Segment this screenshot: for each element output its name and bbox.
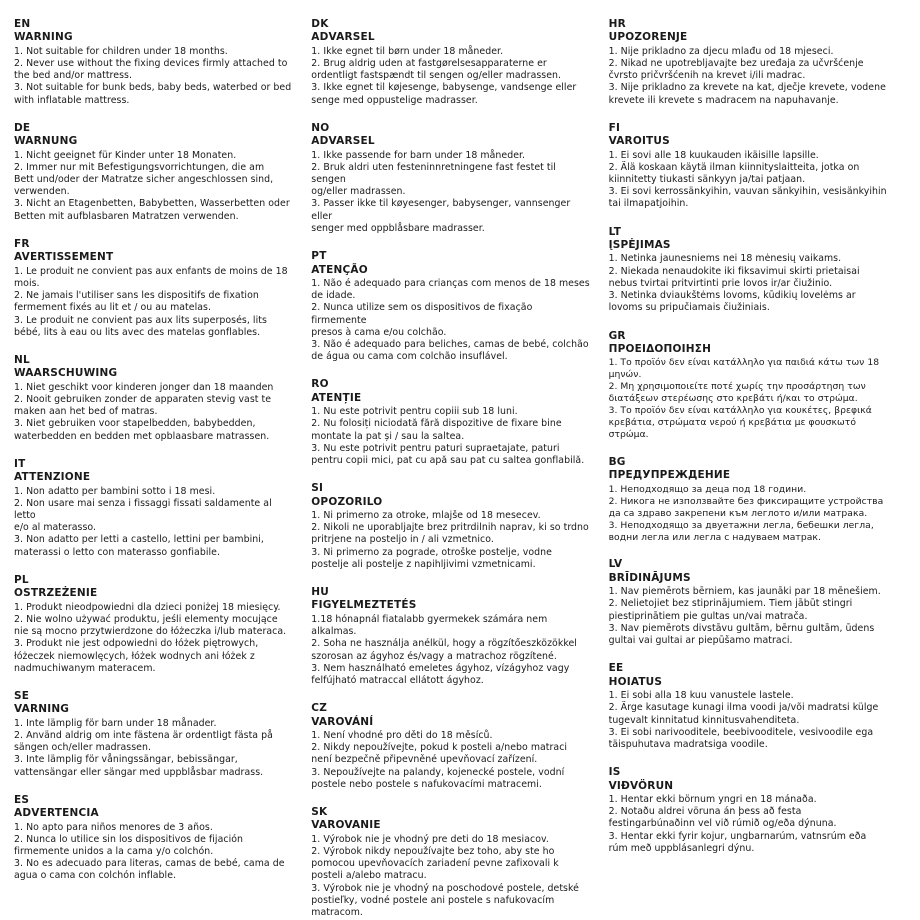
warning-text xyxy=(14,150,293,223)
warning-text xyxy=(311,614,590,687)
warning-heading: ADVARSEL xyxy=(311,31,375,44)
warning-line: 2. Notaðu aldrei vöruna án þess að festa xyxy=(608,806,802,818)
language-block-ee xyxy=(609,662,888,751)
warning-line: 1. Nije prikladno za djecu mlađu od 18 mjeseci. xyxy=(608,45,834,57)
warning-line: verwenden. xyxy=(14,186,70,198)
warning-line: 2. Nunca utilize sem os dispositivos de fixação firmemente xyxy=(311,302,533,326)
warning-line: 3. Niet gebruiken voor stapelbedden, babybedden, xyxy=(14,418,256,430)
language-block-no xyxy=(311,122,590,235)
warning-line: Betten mit aufblasbaren Matratzen verwenden. xyxy=(14,210,239,222)
warning-line: fermement fixés au lit et / ou au matelas. xyxy=(14,302,212,314)
warning-line: 3. Passer ikke til køyesenger, babysenger, vannsenger eller xyxy=(311,198,571,222)
warning-heading: ATTENZIONE xyxy=(14,471,91,484)
warning-line: kiinnitetty tiukasti sänkyyn ja/tai patjaan. xyxy=(608,174,806,186)
warning-line: 2. Bruk aldri uten festeninnretningene fast festet til sengen xyxy=(311,161,556,186)
language-code: PL xyxy=(14,573,29,586)
warning-line: 1. Nicht geeignet für Kinder unter 18 Monaten. xyxy=(14,149,237,161)
warning-line: 2. Never use without the fixing devices firmly attached to xyxy=(14,57,288,69)
warning-line: 2. Nikoli ne uporabljajte brez pritrdilnih naprav, ki so trdno xyxy=(311,522,589,534)
warning-line: 2. Använd aldrig om inte fästena är ordentligt fästa på xyxy=(14,729,273,741)
warning-line: 1. Неподходящо за деца под 18 години. xyxy=(608,483,807,495)
language-block-fr xyxy=(14,238,293,339)
language-code: LT xyxy=(608,225,622,238)
language-block-gr xyxy=(609,330,888,441)
warning-line: rúm með uppblásanlegri dýnu. xyxy=(608,842,755,854)
language-code: ES xyxy=(14,793,30,806)
language-block-bg xyxy=(609,456,888,544)
warning-line: 1. Not suitable for children under 18 months. xyxy=(14,45,228,57)
warning-line: 3. Nije prikladno za krevete na kat, dječje krevete, vodene xyxy=(608,82,886,94)
warning-heading: ADVERTENCIA xyxy=(14,807,99,820)
warning-heading: HOIATUS xyxy=(608,675,663,688)
warning-line: festingarbúnaðinn vel við rúmið og/eða dýnuna. xyxy=(608,818,837,830)
warning-line: 3. Le produit ne convient pas aux lits superposés, lits xyxy=(14,314,267,326)
warning-line: 1. Není vhodné pro děti do 18 měsíců. xyxy=(311,729,493,741)
warning-line: gultai vai gultai ar piepūšamo matraci. xyxy=(608,635,793,647)
warning-line: Bett und/oder der Matratze sicher angeschlossen sind, xyxy=(14,174,274,186)
warning-line: 3. Nepoužívejte na palandy, kojenecké postele, vodní xyxy=(311,766,565,778)
warning-line: maken aan het bed of matras. xyxy=(14,406,158,418)
warning-text xyxy=(14,718,293,779)
warning-line: 2. Brug aldrig uden at fastgørelsesapparaterne er xyxy=(311,57,547,69)
warning-text xyxy=(609,357,888,441)
warning-heading: VAROITUS xyxy=(608,135,670,148)
warning-line: 3. Nu este potrivit pentru paturi supraetajate, paturi xyxy=(311,442,560,454)
warning-line: 1. Ikke egnet til børn under 18 måneder. xyxy=(311,45,504,57)
warning-line: postieľky, vodné postele ani postele s nafukovacím xyxy=(311,894,555,906)
warning-heading: VAROVANIE xyxy=(311,819,381,832)
warning-line: 1. Nu este potrivit pentru copiii sub 18 luni. xyxy=(311,406,518,418)
warning-heading: VAROVÁNÍ xyxy=(311,715,374,728)
warning-line: да са здраво закрепени към леглото и/или матрака. xyxy=(608,507,868,519)
warning-text xyxy=(609,46,888,107)
warning-line: 1. Niet geschikt voor kinderen jonger dan 18 maanden xyxy=(14,381,274,393)
warning-line: vattensängar eller sängar med uppblåsbar madrass. xyxy=(14,766,264,778)
warning-text xyxy=(609,794,888,855)
warning-line: postele nebo postele s nafukovacími matracemi. xyxy=(311,778,542,790)
warning-line: pentru copii mici, pat cu apă sau pat cu saltea gonflabilă. xyxy=(311,455,585,467)
language-code: FI xyxy=(608,121,621,134)
warning-line: 2. Älä koskaan käytä ilman kiinnityslaitteita, jotka on xyxy=(608,161,860,173)
language-code: CZ xyxy=(311,702,328,715)
warning-line: 2. Ne jamais l'utiliser sans les dispositifs de fixation xyxy=(14,290,259,302)
warning-line: 2. Non usare mai senza i fissaggi fissati saldamente al letto xyxy=(14,497,272,521)
warning-line: 3. Nicht an Etagenbetten, Babybetten, Wasserbetten oder xyxy=(14,198,290,210)
warning-heading: OSTRZEŻENIE xyxy=(14,587,98,600)
warning-line: montate la pat și / sau la saltea. xyxy=(311,430,465,442)
language-block-pl xyxy=(14,574,293,675)
warning-line: 3. Το προϊόν δεν είναι κατάλληλο για κουκέτες, βρεφικά xyxy=(608,405,872,417)
warning-line: 1. Hentar ekki börnum yngri en 18 mánaða. xyxy=(608,793,817,805)
warning-text xyxy=(311,278,590,364)
warning-heading: VIÐVÖRUN xyxy=(608,779,674,792)
warning-line: 3. Não é adequado para beliches, camas de bebé, colchão xyxy=(311,338,589,350)
warning-text xyxy=(14,486,293,559)
warning-text xyxy=(311,510,590,571)
warning-line: mois. xyxy=(14,277,40,289)
warning-line: 1. Produkt nieodpowiedni dla dzieci poniżej 18 miesięcy. xyxy=(14,601,281,613)
warning-line: 2. Niekada nenaudokite iki fiksavimui skirti prietaisai xyxy=(608,265,860,277)
warning-line: 1. No apto para niños menores de 3 años. xyxy=(14,821,213,833)
warning-line: nebus tvirtai pritvirtinti prie lovos ir/ar čiužinio. xyxy=(608,277,833,289)
warning-line: 1. Non adatto per bambini sotto i 18 mesi. xyxy=(14,485,216,497)
language-code: FR xyxy=(14,237,30,250)
warning-line: 3. Ikke egnet til køjesenge, babysenge, vandsenge eller xyxy=(311,82,577,94)
language-code: IT xyxy=(14,457,26,470)
warning-heading: ПРЕДУПРЕЖДЕНИЕ xyxy=(608,469,731,482)
language-code: IS xyxy=(608,766,621,779)
language-code: LV xyxy=(608,558,623,571)
warning-line: 3. No es adecuado para literas, camas de bebé, cama de xyxy=(14,858,285,870)
language-code: HR xyxy=(608,18,626,30)
warning-heading: VARNING xyxy=(14,703,70,716)
warning-line: στρώμα. xyxy=(608,429,649,440)
warning-line: senger med oppblåsbare madrasser. xyxy=(311,222,485,234)
language-block-es xyxy=(14,794,293,883)
language-code: SI xyxy=(311,482,324,495)
warning-heading: ĮSPĖJIMAS xyxy=(608,239,671,252)
warning-line: e/o al materasso. xyxy=(14,522,97,534)
warning-line: 3. Ni primerno za pograde, otroške postelje, vodne xyxy=(311,546,552,558)
warning-line: 1. Το προϊόν δεν είναι κατάλληλο για παιδιά κάτω των 18 xyxy=(608,357,880,369)
warning-line: 3. Ei sovi kerrossänkyihin, vauvan sänkyihin, vesisänkyihin xyxy=(608,186,887,198)
warning-line: postelje ali postelje z napihljivimi vzmetnicami. xyxy=(311,558,536,570)
warning-line: sängen och/eller madrassen. xyxy=(14,742,152,754)
warning-heading: ATENȚIE xyxy=(311,391,362,404)
language-block-cz xyxy=(311,702,590,791)
language-code: BG xyxy=(608,455,626,468)
warning-line: 1. Le produit ne convient pas aux enfants de moins de 18 xyxy=(14,265,288,277)
language-block-is xyxy=(609,766,888,855)
warning-line: 2. Výrobok nikdy nepoužívajte bez toho, aby ste ho xyxy=(311,845,555,857)
warning-line: tai ilmapatjoihin. xyxy=(608,198,689,210)
warning-line: 2. Nunca lo utilice sin los dispositivos de fijación xyxy=(14,833,244,845)
warning-text xyxy=(14,602,293,675)
language-block-it xyxy=(14,458,293,559)
warning-line: 1. Ni primerno za otroke, mlajše od 18 mesecev. xyxy=(311,510,541,521)
warning-line: bébé, lits à eau ou lits avec des matelas gonflables. xyxy=(14,326,261,338)
language-block-lt xyxy=(609,226,888,315)
warning-line: 3. Not suitable for bunk beds, baby beds, waterbed or bed xyxy=(14,82,292,94)
warning-line: agua o cama con colchón inflable. xyxy=(14,870,177,882)
warning-line: senge med oppustelige madrasser. xyxy=(311,94,478,106)
warning-text xyxy=(14,266,293,339)
language-block-en xyxy=(14,18,293,107)
warning-line: 2. Μη χρησιμοποιείτε ποτέ χωρίς την προσάρτηση των xyxy=(608,381,866,393)
warning-line: szorosan az ágyhoz és/vagy a matrachoz rögzítené. xyxy=(311,650,557,662)
warning-line: 3. Hentar ekki fyrir kojur, ungbarnarúm, vatnsrúm eða xyxy=(608,830,867,842)
warning-line: piestiprinātiem pie gultas un/vai matrača. xyxy=(608,610,808,622)
language-code: SE xyxy=(14,689,30,702)
warning-line: 2. Immer nur mit Befestigungsvorrichtungen, die am xyxy=(14,161,265,173)
warning-heading: BRĪDINĀJUMS xyxy=(608,571,691,584)
warning-line: κρεβάτια, στρώματα νερού ή κρεβάτια με φουσκωτό xyxy=(608,417,856,429)
warning-line: lovoms su pripučiamais čiužiniais. xyxy=(608,302,770,314)
warning-line: 1. Nav piemērots bērniem, kas jaunāki par 18 mēnešiem. xyxy=(608,586,881,598)
warning-text xyxy=(311,730,590,791)
warning-heading: AVERTISSEMENT xyxy=(14,251,114,264)
warning-line: 1. Netinka jaunesniems nei 18 mėnesių vaikams. xyxy=(608,253,842,265)
column-right xyxy=(609,18,906,912)
language-block-se xyxy=(14,690,293,779)
language-code: SK xyxy=(311,806,328,818)
warning-heading: FIGYELMEZTETÉS xyxy=(311,599,417,612)
warning-line: водни легла или легла с надуваем матрак. xyxy=(608,531,821,543)
language-code: HU xyxy=(311,586,330,599)
warning-line: täispuhutava madratsiga voodile. xyxy=(608,738,768,750)
warning-text xyxy=(14,46,293,107)
warning-line: 1. Ei sobi alla 18 kuu vanustele lastele. xyxy=(608,690,794,702)
warning-text xyxy=(311,406,590,467)
language-code: PT xyxy=(311,250,327,263)
warning-line: nadmuchiwanym materacem. xyxy=(14,662,156,674)
warning-line: 2. Никога не използвайте без фиксиращите устройства xyxy=(608,495,884,507)
warning-heading: UPOZORENJE xyxy=(608,31,688,44)
warning-line: 1.18 hónapnál fiatalabb gyermekek számára nem xyxy=(311,613,548,625)
warning-line: 2. Nikdy nepoužívejte, pokud k posteli a/nebo matraci xyxy=(311,742,568,754)
column-left xyxy=(14,18,311,912)
warning-line: 3. Inte lämplig för våningssängar, bebissängar, xyxy=(14,754,238,766)
warning-heading: WARNUNG xyxy=(14,135,78,148)
warning-line: pomocou upevňovacích zariadení pevne zafixovali k xyxy=(311,858,559,870)
warning-line: 3. Produkt nie jest odpowiedni do łóżek piętrowych, xyxy=(14,638,259,650)
warning-text xyxy=(311,834,590,920)
warning-line: og/eller madrassen. xyxy=(311,186,406,198)
warning-line: 1. Výrobok nie je vhodný pre deti do 18 mesiacov. xyxy=(311,833,549,845)
language-code: RO xyxy=(311,378,329,391)
language-block-nl xyxy=(14,354,293,443)
warning-line: firmemente unidos a la cama y/o colchón. xyxy=(14,845,214,857)
warning-heading: OPOZORILO xyxy=(311,495,383,508)
warning-line: waterbedden en bedden met opblaasbare matrassen. xyxy=(14,430,270,442)
warning-line: alkalmas. xyxy=(311,626,357,638)
warning-text xyxy=(14,822,293,883)
language-block-dk xyxy=(311,18,590,107)
warning-line: 2. Nelietojiet bez stiprinājumiem. Tiem jābūt stingri xyxy=(608,598,853,610)
language-code: EN xyxy=(14,18,31,30)
warning-line: pritrjene na posteljo in / ali vzmetnico. xyxy=(311,534,494,546)
warning-line: 3. Nav piemērots divstāvu gultām, bērnu gultām, ūdens xyxy=(608,622,875,634)
warning-line: čvrsto pričvršćenih na krevet i/ili madrac. xyxy=(608,70,806,82)
language-code: DE xyxy=(14,121,31,134)
warning-line: διατάξεων στερέωσης στο κρεβάτι ή/και το στρώμα. xyxy=(608,393,858,405)
warning-line: 3. Netinka dviaukštėms lovoms, kūdikių lovelėms ar xyxy=(608,290,856,302)
warning-line: 3. Nem használható emeletes ágyhoz, vízágyhoz vagy xyxy=(311,662,570,674)
warning-line: ordentligt fastspændt til sengen og/eller madrassen. xyxy=(311,70,562,82)
language-block-lv xyxy=(609,558,888,647)
warning-line: matracom. xyxy=(311,907,363,919)
language-block-de xyxy=(14,122,293,223)
warning-line: 1. Ei sovi alle 18 kuukauden ikäisille lapsille. xyxy=(608,149,819,161)
warning-line: de idade. xyxy=(311,290,356,302)
warning-line: de água ou cama com colchão insuflável. xyxy=(311,351,508,363)
warning-line: łóżeczek niemowlęcych, łóżek wodnych ani łóżek z xyxy=(14,650,255,662)
language-code: NL xyxy=(14,353,30,366)
language-block-ro xyxy=(311,378,590,467)
warning-text xyxy=(609,586,888,647)
warning-line: 2. Soha ne használja anélkül, hogy a rögzítőeszközökkel xyxy=(311,638,577,650)
warning-line: 3. Ei sobi narivooditele, beebivooditele, vesivoodile ega xyxy=(608,726,874,738)
warning-heading: WAARSCHUWING xyxy=(14,367,118,380)
warning-line: krevete ili krevete s madracem na napuhavanje. xyxy=(608,94,839,106)
warning-line: materassi o letto con materasso gonfiabile. xyxy=(14,546,220,558)
warning-line: 1. Não é adequado para crianças com menos de 18 meses xyxy=(311,277,590,289)
warning-heading: ADVARSEL xyxy=(311,135,375,148)
warning-text xyxy=(14,382,293,443)
warning-heading: ATENÇÃO xyxy=(311,263,368,276)
language-block-pt xyxy=(311,250,590,363)
warning-line: 2. Nooit gebruiken zonder de apparaten stevig vast te xyxy=(14,393,272,405)
warning-line: posteli a/alebo matracu. xyxy=(311,870,427,882)
warning-line: μηνών. xyxy=(608,369,642,381)
warning-line: tugevalt kinnitatud kinnitusvahenditeta. xyxy=(608,714,800,726)
language-block-sk xyxy=(311,806,590,919)
language-block-hu xyxy=(311,586,590,687)
language-code: NO xyxy=(311,121,330,134)
column-middle xyxy=(311,18,608,919)
warning-text xyxy=(609,690,888,751)
warning-line: the bed and/or mattress. xyxy=(14,70,132,82)
warning-text xyxy=(311,150,590,236)
warning-text xyxy=(609,150,888,211)
warning-line: with inflatable mattress. xyxy=(14,94,130,106)
warning-line: 3. Неподходящо за двуетажни легла, бебешки легла, xyxy=(608,519,874,531)
warning-line: není bezpečně připevněné upevňovací zařízení. xyxy=(311,754,538,766)
warning-text xyxy=(311,46,590,107)
language-code: EE xyxy=(608,662,624,675)
warning-line: 2. Nie wolno używać produktu, jeśli elementy mocujące xyxy=(14,613,278,625)
warning-text xyxy=(609,484,888,544)
language-block-si xyxy=(311,482,590,571)
warning-line: felfújható matraccal ellátott ágyhoz. xyxy=(311,674,484,686)
warning-heading: ΠΡΟΕΙΔΟΠΟΙΗΣΗ xyxy=(608,342,712,355)
warning-line: 3. Výrobok nie je vhodný na poschodové postele, detské xyxy=(311,882,579,894)
warning-line: 1. Inte lämplig för barn under 18 månader. xyxy=(14,717,217,729)
warning-line: 2. Ärge kasutage kunagi ilma voodi ja/või madratsi külge xyxy=(608,702,879,714)
warning-text xyxy=(609,253,888,314)
warning-line: nie są mocno przytwierdzone do łóżeczka i/lub materaca. xyxy=(14,626,287,638)
language-code: GR xyxy=(608,329,626,342)
warning-line: 2. Nikad ne upotrebljavajte bez uređaja za učvršćenje xyxy=(608,57,864,69)
language-block-hr xyxy=(609,18,888,107)
language-block-fi xyxy=(609,122,888,211)
warning-line: 1. Ikke passende for barn under 18 måneder. xyxy=(311,149,526,161)
language-code: DK xyxy=(311,18,329,30)
warning-heading: WARNING xyxy=(14,31,73,44)
warning-line: 3. Non adatto per letti a castello, lettini per bambini, xyxy=(14,534,264,546)
warning-line: presos à cama e/ou colchão. xyxy=(311,326,447,338)
warning-line: 2. Nu folosiți niciodată fără dispozitive de fixare bine xyxy=(311,418,562,430)
